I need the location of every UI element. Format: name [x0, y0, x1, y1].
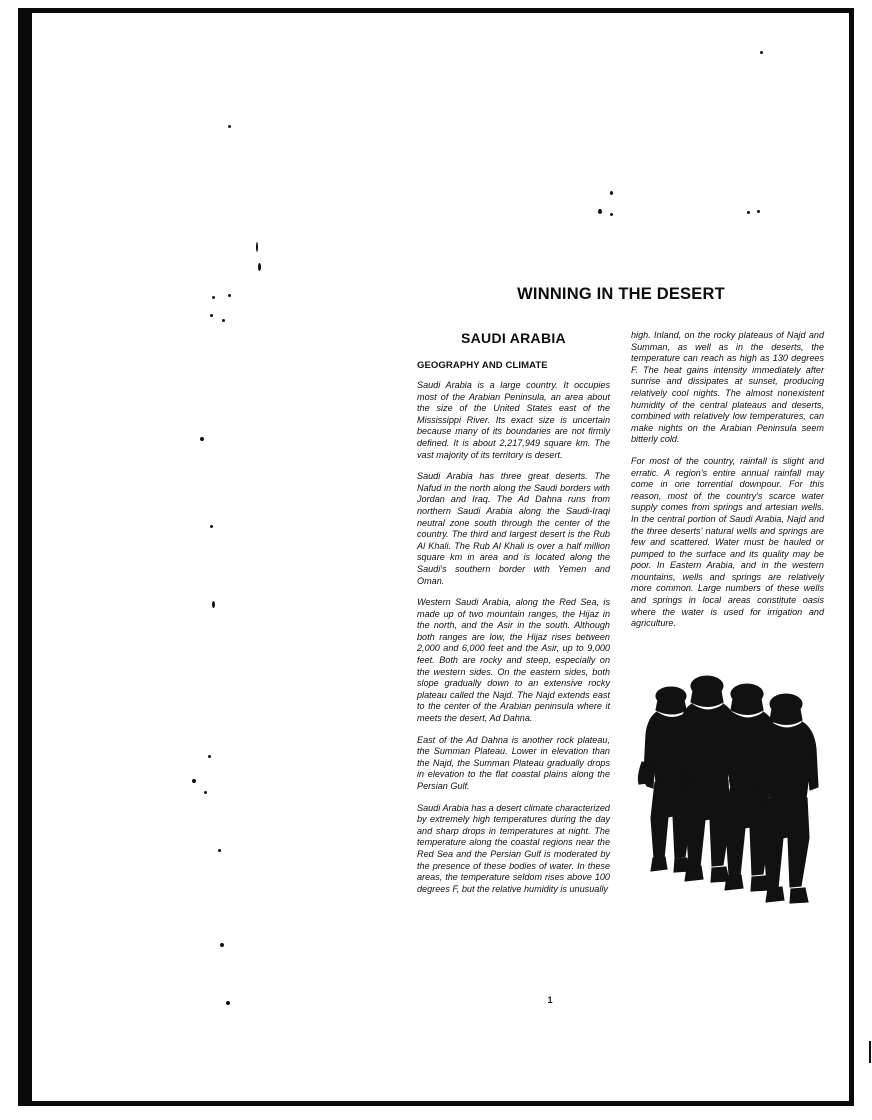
scan-speck: [192, 779, 196, 783]
scan-speck: [228, 294, 231, 297]
scan-speck: [212, 601, 215, 608]
page-number: 1: [547, 995, 553, 1005]
scan-speck: [204, 791, 207, 794]
scan-speck: [210, 314, 213, 317]
scan-speck: [220, 943, 224, 947]
scan-speck: [258, 263, 261, 271]
scan-edge-bottom: [18, 1101, 854, 1106]
country-heading: SAUDI ARABIA: [461, 330, 566, 346]
scan-speck: [747, 211, 750, 214]
paragraph: Western Saudi Arabia, along the Red Sea, is made up of two mountain ranges, the Hijaz in the north, and the Asir in the south. Although both ranges are low, the Hijaz rises between 2,000 and 6,000 feet and the Asir, up to 9,000 feet. Both are rocky and steep, especially on the western sides. On the eastern sides, both slope gradually down to an extensive rocky plateau called the Najd. The Najd extends east to the center of the Arabian peninsula where it meets the desert, Ad Dahna.: [417, 597, 610, 724]
page-surface: [32, 13, 849, 1101]
scan-edge-left: [18, 8, 32, 1106]
paragraph: For most of the country, rainfall is slight and erratic. A region's entire annual rainfall may come in one torrential downpour. For this reason, most of the country's scarce water supply comes from springs and artesian wells. In the central portion of Saudi Arabia, Najd and the three deserts' natural wells and springs are few and scattered. Water must be hauled or pumped to the surface and its quality may be poor. In Eastern Arabia, and in the western mountains, wells and springs are relatively more common. Large numbers of these wells and springs in local areas constitute oasis where the water is used for irrigation and agriculture.: [631, 455, 824, 629]
scan-speck: [598, 209, 602, 214]
paragraph: Saudi Arabia has a desert climate characterized by extremely high temperatures during the day and sharp drops in temperatures at night. The temperature along the coastal regions near the Red Sea and the Persian Gulf is moderated by the presence of these bodies of water. In these areas, the temperature seldom rises above 100 degrees F, but the relative humidity is unusually: [417, 802, 610, 894]
paragraph: East of the Ad Dahna is another rock plateau, the Summan Plateau. Lower in elevation than the Najd, the Summan Plateau gradually drops in elevation to the flat coastal plains along the Persian Gulf.: [417, 734, 610, 791]
margin-mark: [869, 1041, 871, 1063]
paragraph: Saudi Arabia is a large country. It occupies most of the Arabian Peninsula, an area about the size of the United States east of the Mississippi River. Its exact size is uncertain because many of its boundaries are not firmly defined. It is about 2,217,949 square km. The vast majority of its territory is desert.: [417, 380, 610, 460]
scan-speck: [218, 849, 221, 852]
scan-speck: [256, 242, 258, 252]
scan-speck: [200, 437, 204, 441]
scan-speck: [226, 1001, 230, 1005]
scan-speck: [222, 319, 225, 322]
left-column: [417, 330, 610, 905]
scan-speck: [212, 296, 215, 299]
right-column: [631, 330, 824, 960]
scan-speck: [757, 210, 760, 213]
paragraph: Saudi Arabia has three great deserts. The Nafud in the north along the Saudi borders with Jordan and Iraq. The Ad Dahna runs from northern Saudi Arabia along the Saudi-Iraqi neutral zone south through the center of the country. The third and largest desert is the Rub Al Khali. The Rub Al Khali is over a half million square km in area and is located along the Saudi's southern border with Yemen and Oman.: [417, 471, 610, 586]
scan-speck: [228, 125, 231, 128]
scan-speck: [208, 755, 211, 758]
scan-speck: [210, 525, 213, 528]
scan-speck: [760, 51, 763, 54]
soldiers-marching-illustration: [631, 650, 824, 960]
section-heading: GEOGRAPHY AND CLIMATE: [417, 360, 548, 371]
page-title: WINNING IN THE DESERT: [517, 285, 725, 303]
paragraph: high. Inland, on the rocky plateaus of Najd and Summan, as well as in the deserts, the temperature can reach as high as 130 degrees F. The heat gains intensity immediately after sunrise and dissipates at sunset, producing relatively cool nights. The almost nonexistent humidity of the central plateaus and deserts, combined with relatively low temperatures, can make nights on the Arabian Peninsula seem bitterly cold.: [631, 330, 824, 445]
two-column-layout: [417, 330, 825, 960]
scan-speck: [610, 213, 613, 216]
scan-edge-right: [849, 8, 854, 1106]
scan-speck: [610, 191, 613, 195]
document-body: [417, 285, 825, 960]
